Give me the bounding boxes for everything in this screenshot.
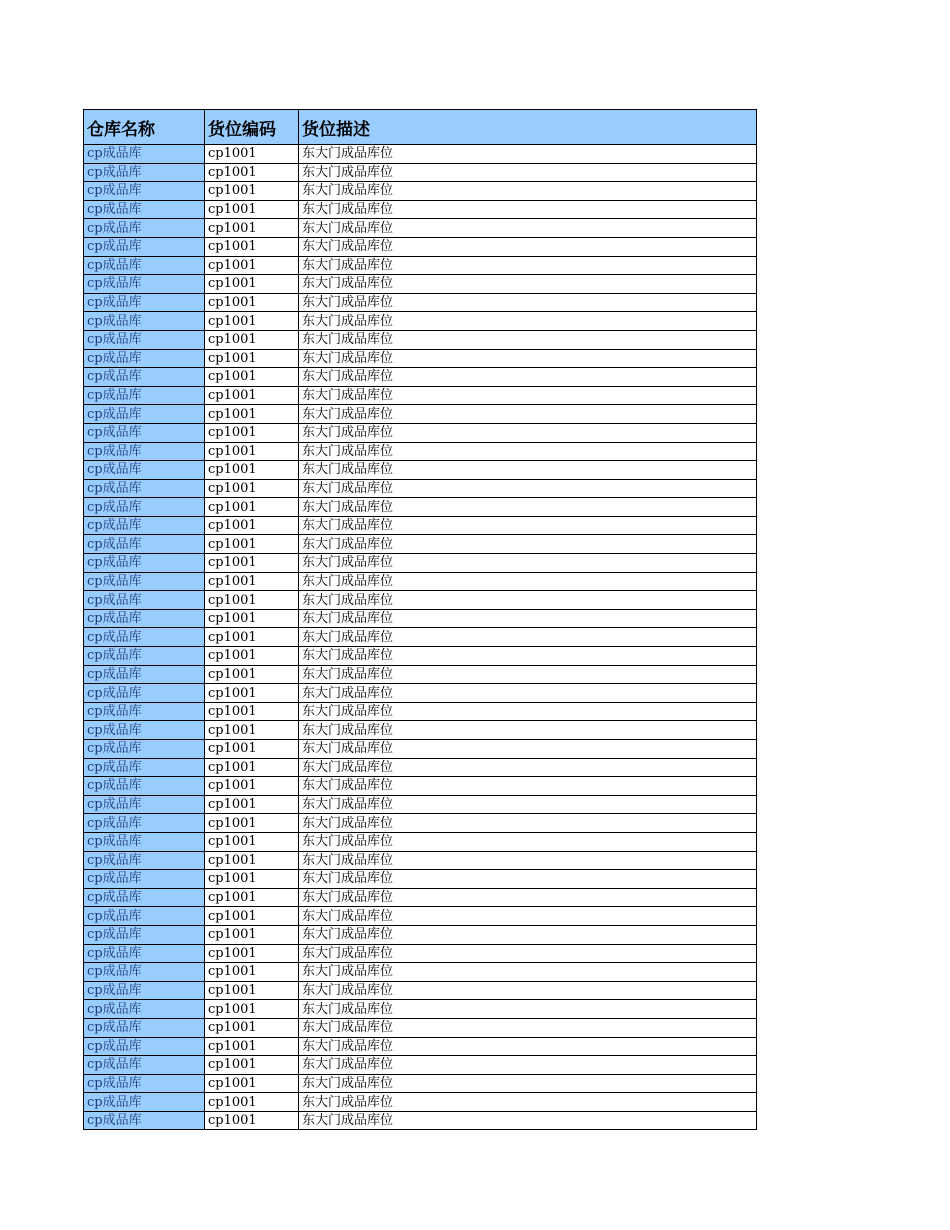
table-row bbox=[84, 1037, 757, 1056]
cell-location-description[interactable]: 东大门成品库位 bbox=[299, 628, 757, 647]
table-row bbox=[84, 870, 757, 889]
cell-warehouse-name[interactable]: cp成品库 bbox=[84, 832, 205, 851]
cell-warehouse-name[interactable]: cp成品库 bbox=[84, 461, 205, 480]
cell-warehouse-name[interactable]: cp成品库 bbox=[84, 1000, 205, 1019]
cell-location-description[interactable]: 东大门成品库位 bbox=[299, 907, 757, 926]
cell-warehouse-name[interactable]: cp成品库 bbox=[84, 479, 205, 498]
cell-location-description[interactable]: 东大门成品库位 bbox=[299, 665, 757, 684]
cell-location-code[interactable]: cp1001 bbox=[205, 665, 299, 684]
table-row bbox=[84, 145, 757, 164]
cell-location-code[interactable]: cp1001 bbox=[205, 572, 299, 591]
cell-location-description[interactable]: 东大门成品库位 bbox=[299, 740, 757, 759]
cell-location-code[interactable]: cp1001 bbox=[205, 442, 299, 461]
table-row bbox=[84, 182, 757, 201]
cell-warehouse-name[interactable]: cp成品库 bbox=[84, 925, 205, 944]
cell-location-code[interactable]: cp1001 bbox=[205, 758, 299, 777]
cell-location-code[interactable]: cp1001 bbox=[205, 702, 299, 721]
table-row bbox=[84, 442, 757, 461]
cell-location-code[interactable]: cp1001 bbox=[205, 1037, 299, 1056]
cell-warehouse-name[interactable]: cp成品库 bbox=[84, 572, 205, 591]
cell-location-code[interactable]: cp1001 bbox=[205, 721, 299, 740]
cell-warehouse-name[interactable]: cp成品库 bbox=[84, 721, 205, 740]
table-row bbox=[84, 609, 757, 628]
cell-warehouse-name[interactable]: cp成品库 bbox=[84, 1056, 205, 1075]
table-row bbox=[84, 572, 757, 591]
cell-location-description[interactable]: 东大门成品库位 bbox=[299, 163, 757, 182]
table-row bbox=[84, 851, 757, 870]
cell-location-code[interactable]: cp1001 bbox=[205, 1074, 299, 1093]
cell-warehouse-name[interactable]: cp成品库 bbox=[84, 293, 205, 312]
cell-location-description[interactable]: 东大门成品库位 bbox=[299, 572, 757, 591]
cell-location-description[interactable]: 东大门成品库位 bbox=[299, 293, 757, 312]
cell-warehouse-name[interactable]: cp成品库 bbox=[84, 1111, 205, 1130]
cell-location-description[interactable]: 东大门成品库位 bbox=[299, 1074, 757, 1093]
table-row bbox=[84, 1000, 757, 1019]
table-row bbox=[84, 516, 757, 535]
cell-location-code[interactable]: cp1001 bbox=[205, 907, 299, 926]
cell-location-code[interactable]: cp1001 bbox=[205, 981, 299, 1000]
cell-location-description[interactable]: 东大门成品库位 bbox=[299, 702, 757, 721]
cell-location-code[interactable]: cp1001 bbox=[205, 498, 299, 517]
cell-location-code[interactable]: cp1001 bbox=[205, 256, 299, 275]
cell-location-description[interactable]: 东大门成品库位 bbox=[299, 479, 757, 498]
cell-location-code[interactable]: cp1001 bbox=[205, 870, 299, 889]
cell-location-description[interactable]: 东大门成品库位 bbox=[299, 777, 757, 796]
cell-warehouse-name[interactable]: cp成品库 bbox=[84, 888, 205, 907]
table-row bbox=[84, 498, 757, 517]
cell-location-description[interactable]: 东大门成品库位 bbox=[299, 758, 757, 777]
table-row bbox=[84, 423, 757, 442]
cell-location-code[interactable]: cp1001 bbox=[205, 832, 299, 851]
cell-location-code[interactable]: cp1001 bbox=[205, 814, 299, 833]
table-row bbox=[84, 163, 757, 182]
cell-location-description[interactable]: 东大门成品库位 bbox=[299, 814, 757, 833]
table-row bbox=[84, 200, 757, 219]
table-row bbox=[84, 814, 757, 833]
cell-location-code[interactable]: cp1001 bbox=[205, 795, 299, 814]
table-row bbox=[84, 237, 757, 256]
table-row bbox=[84, 888, 757, 907]
cell-location-description[interactable]: 东大门成品库位 bbox=[299, 535, 757, 554]
table-row bbox=[84, 591, 757, 610]
cell-location-code[interactable]: cp1001 bbox=[205, 535, 299, 554]
cell-warehouse-name[interactable]: cp成品库 bbox=[84, 405, 205, 424]
cell-location-description[interactable]: 东大门成品库位 bbox=[299, 312, 757, 331]
cell-warehouse-name[interactable]: cp成品库 bbox=[84, 349, 205, 368]
table-row bbox=[84, 330, 757, 349]
cell-location-code[interactable]: cp1001 bbox=[205, 368, 299, 387]
cell-warehouse-name[interactable]: cp成品库 bbox=[84, 200, 205, 219]
cell-location-code[interactable]: cp1001 bbox=[205, 145, 299, 164]
cell-location-description[interactable]: 东大门成品库位 bbox=[299, 963, 757, 982]
cell-location-description[interactable]: 东大门成品库位 bbox=[299, 647, 757, 666]
cell-location-description[interactable]: 东大门成品库位 bbox=[299, 461, 757, 480]
table-row bbox=[84, 944, 757, 963]
cell-warehouse-name[interactable]: cp成品库 bbox=[84, 870, 205, 889]
cell-location-description[interactable]: 东大门成品库位 bbox=[299, 795, 757, 814]
cell-location-code[interactable]: cp1001 bbox=[205, 628, 299, 647]
cell-location-description[interactable]: 东大门成品库位 bbox=[299, 219, 757, 238]
table-row bbox=[84, 647, 757, 666]
cell-location-description[interactable]: 东大门成品库位 bbox=[299, 832, 757, 851]
cell-location-code[interactable]: cp1001 bbox=[205, 293, 299, 312]
cell-location-code[interactable]: cp1001 bbox=[205, 1111, 299, 1130]
cell-location-code[interactable]: cp1001 bbox=[205, 925, 299, 944]
cell-warehouse-name[interactable]: cp成品库 bbox=[84, 182, 205, 201]
cell-location-description[interactable]: 东大门成品库位 bbox=[299, 925, 757, 944]
cell-location-description[interactable]: 东大门成品库位 bbox=[299, 145, 757, 164]
header-row bbox=[84, 110, 757, 145]
cell-location-description[interactable]: 东大门成品库位 bbox=[299, 256, 757, 275]
cell-location-description[interactable]: 东大门成品库位 bbox=[299, 944, 757, 963]
table-row bbox=[84, 981, 757, 1000]
table-body bbox=[84, 145, 757, 1130]
cell-location-description[interactable]: 东大门成品库位 bbox=[299, 368, 757, 387]
cell-location-code[interactable]: cp1001 bbox=[205, 944, 299, 963]
cell-location-code[interactable]: cp1001 bbox=[205, 461, 299, 480]
cell-location-description[interactable]: 东大门成品库位 bbox=[299, 554, 757, 573]
table-row bbox=[84, 628, 757, 647]
cell-location-description[interactable]: 东大门成品库位 bbox=[299, 423, 757, 442]
table-row bbox=[84, 777, 757, 796]
cell-location-code[interactable]: cp1001 bbox=[205, 647, 299, 666]
cell-warehouse-name[interactable]: cp成品库 bbox=[84, 498, 205, 517]
table-row bbox=[84, 758, 757, 777]
table-row bbox=[84, 907, 757, 926]
table-row bbox=[84, 1074, 757, 1093]
cell-location-code[interactable]: cp1001 bbox=[205, 423, 299, 442]
table-row bbox=[84, 275, 757, 294]
cell-location-description[interactable]: 东大门成品库位 bbox=[299, 1037, 757, 1056]
table-row bbox=[84, 740, 757, 759]
cell-location-code[interactable]: cp1001 bbox=[205, 237, 299, 256]
table-row bbox=[84, 1018, 757, 1037]
header-location-description[interactable]: 货位描述 bbox=[299, 110, 757, 145]
table-row bbox=[84, 256, 757, 275]
cell-location-code[interactable]: cp1001 bbox=[205, 405, 299, 424]
cell-location-description[interactable]: 东大门成品库位 bbox=[299, 870, 757, 889]
cell-location-code[interactable]: cp1001 bbox=[205, 963, 299, 982]
cell-warehouse-name[interactable]: cp成品库 bbox=[84, 1093, 205, 1112]
cell-warehouse-name[interactable]: cp成品库 bbox=[84, 442, 205, 461]
cell-location-description[interactable]: 东大门成品库位 bbox=[299, 721, 757, 740]
cell-location-description[interactable]: 东大门成品库位 bbox=[299, 1093, 757, 1112]
cell-location-code[interactable]: cp1001 bbox=[205, 777, 299, 796]
cell-location-code[interactable]: cp1001 bbox=[205, 275, 299, 294]
cell-warehouse-name[interactable]: cp成品库 bbox=[84, 219, 205, 238]
warehouse-location-table bbox=[83, 109, 757, 1130]
header-location-code[interactable]: 货位编码 bbox=[205, 110, 299, 145]
cell-location-description[interactable]: 东大门成品库位 bbox=[299, 330, 757, 349]
cell-location-description[interactable]: 东大门成品库位 bbox=[299, 386, 757, 405]
cell-location-description[interactable]: 东大门成品库位 bbox=[299, 1000, 757, 1019]
cell-location-description[interactable]: 东大门成品库位 bbox=[299, 1056, 757, 1075]
cell-location-code[interactable]: cp1001 bbox=[205, 554, 299, 573]
cell-location-code[interactable]: cp1001 bbox=[205, 609, 299, 628]
cell-warehouse-name[interactable]: cp成品库 bbox=[84, 944, 205, 963]
cell-location-code[interactable]: cp1001 bbox=[205, 1000, 299, 1019]
cell-warehouse-name[interactable]: cp成品库 bbox=[84, 516, 205, 535]
cell-location-description[interactable]: 东大门成品库位 bbox=[299, 275, 757, 294]
table-row bbox=[84, 795, 757, 814]
table-row bbox=[84, 554, 757, 573]
cell-warehouse-name[interactable]: cp成品库 bbox=[84, 851, 205, 870]
table-row bbox=[84, 832, 757, 851]
cell-location-code[interactable]: cp1001 bbox=[205, 851, 299, 870]
table-row bbox=[84, 479, 757, 498]
cell-warehouse-name[interactable]: cp成品库 bbox=[84, 628, 205, 647]
cell-location-description[interactable]: 东大门成品库位 bbox=[299, 591, 757, 610]
cell-warehouse-name[interactable]: cp成品库 bbox=[84, 981, 205, 1000]
cell-location-description[interactable]: 东大门成品库位 bbox=[299, 182, 757, 201]
cell-warehouse-name[interactable]: cp成品库 bbox=[84, 647, 205, 666]
cell-warehouse-name[interactable]: cp成品库 bbox=[84, 1018, 205, 1037]
cell-warehouse-name[interactable]: cp成品库 bbox=[84, 740, 205, 759]
cell-location-description[interactable]: 东大门成品库位 bbox=[299, 684, 757, 703]
cell-location-code[interactable]: cp1001 bbox=[205, 1056, 299, 1075]
cell-warehouse-name[interactable]: cp成品库 bbox=[84, 312, 205, 331]
cell-warehouse-name[interactable]: cp成品库 bbox=[84, 665, 205, 684]
cell-location-code[interactable]: cp1001 bbox=[205, 330, 299, 349]
table-row bbox=[84, 368, 757, 387]
cell-warehouse-name[interactable]: cp成品库 bbox=[84, 795, 205, 814]
table-row bbox=[84, 461, 757, 480]
cell-warehouse-name[interactable]: cp成品库 bbox=[84, 256, 205, 275]
cell-warehouse-name[interactable]: cp成品库 bbox=[84, 777, 205, 796]
cell-warehouse-name[interactable]: cp成品库 bbox=[84, 535, 205, 554]
cell-warehouse-name[interactable]: cp成品库 bbox=[84, 1074, 205, 1093]
cell-location-code[interactable]: cp1001 bbox=[205, 684, 299, 703]
table-row bbox=[84, 293, 757, 312]
cell-warehouse-name[interactable]: cp成品库 bbox=[84, 145, 205, 164]
cell-warehouse-name[interactable]: cp成品库 bbox=[84, 609, 205, 628]
cell-warehouse-name[interactable]: cp成品库 bbox=[84, 423, 205, 442]
cell-location-code[interactable]: cp1001 bbox=[205, 386, 299, 405]
table-row bbox=[84, 684, 757, 703]
cell-warehouse-name[interactable]: cp成品库 bbox=[84, 963, 205, 982]
table-row bbox=[84, 925, 757, 944]
cell-location-description[interactable]: 东大门成品库位 bbox=[299, 981, 757, 1000]
cell-warehouse-name[interactable]: cp成品库 bbox=[84, 591, 205, 610]
cell-location-code[interactable]: cp1001 bbox=[205, 888, 299, 907]
cell-location-description[interactable]: 东大门成品库位 bbox=[299, 609, 757, 628]
cell-location-description[interactable]: 东大门成品库位 bbox=[299, 405, 757, 424]
table-row bbox=[84, 405, 757, 424]
cell-warehouse-name[interactable]: cp成品库 bbox=[84, 275, 205, 294]
table-row bbox=[84, 219, 757, 238]
cell-location-code[interactable]: cp1001 bbox=[205, 182, 299, 201]
table-row bbox=[84, 1111, 757, 1130]
cell-location-code[interactable]: cp1001 bbox=[205, 163, 299, 182]
table-row bbox=[84, 312, 757, 331]
table-row bbox=[84, 1056, 757, 1075]
table-row bbox=[84, 535, 757, 554]
table-row bbox=[84, 349, 757, 368]
cell-location-description[interactable]: 东大门成品库位 bbox=[299, 200, 757, 219]
cell-location-code[interactable]: cp1001 bbox=[205, 479, 299, 498]
cell-location-code[interactable]: cp1001 bbox=[205, 219, 299, 238]
cell-warehouse-name[interactable]: cp成品库 bbox=[84, 237, 205, 256]
table-row bbox=[84, 665, 757, 684]
cell-location-description[interactable]: 东大门成品库位 bbox=[299, 442, 757, 461]
cell-warehouse-name[interactable]: cp成品库 bbox=[84, 702, 205, 721]
cell-location-description[interactable]: 东大门成品库位 bbox=[299, 888, 757, 907]
cell-location-description[interactable]: 东大门成品库位 bbox=[299, 1018, 757, 1037]
table-header bbox=[84, 110, 757, 145]
table-row bbox=[84, 721, 757, 740]
cell-warehouse-name[interactable]: cp成品库 bbox=[84, 368, 205, 387]
header-warehouse-name[interactable]: 仓库名称 bbox=[84, 110, 205, 145]
cell-warehouse-name[interactable]: cp成品库 bbox=[84, 163, 205, 182]
cell-warehouse-name[interactable]: cp成品库 bbox=[84, 1037, 205, 1056]
cell-location-code[interactable]: cp1001 bbox=[205, 516, 299, 535]
cell-location-code[interactable]: cp1001 bbox=[205, 312, 299, 331]
cell-warehouse-name[interactable]: cp成品库 bbox=[84, 330, 205, 349]
cell-warehouse-name[interactable]: cp成品库 bbox=[84, 758, 205, 777]
cell-location-code[interactable]: cp1001 bbox=[205, 1018, 299, 1037]
table-row bbox=[84, 1093, 757, 1112]
cell-location-code[interactable]: cp1001 bbox=[205, 200, 299, 219]
cell-warehouse-name[interactable]: cp成品库 bbox=[84, 684, 205, 703]
cell-location-description[interactable]: 东大门成品库位 bbox=[299, 516, 757, 535]
cell-location-description[interactable]: 东大门成品库位 bbox=[299, 349, 757, 368]
cell-warehouse-name[interactable]: cp成品库 bbox=[84, 907, 205, 926]
cell-location-description[interactable]: 东大门成品库位 bbox=[299, 851, 757, 870]
cell-warehouse-name[interactable]: cp成品库 bbox=[84, 814, 205, 833]
cell-location-description[interactable]: 东大门成品库位 bbox=[299, 498, 757, 517]
cell-location-code[interactable]: cp1001 bbox=[205, 740, 299, 759]
table-row bbox=[84, 963, 757, 982]
table-row bbox=[84, 702, 757, 721]
cell-location-code[interactable]: cp1001 bbox=[205, 1093, 299, 1112]
cell-location-code[interactable]: cp1001 bbox=[205, 591, 299, 610]
cell-warehouse-name[interactable]: cp成品库 bbox=[84, 386, 205, 405]
cell-location-description[interactable]: 东大门成品库位 bbox=[299, 1111, 757, 1130]
cell-location-description[interactable]: 东大门成品库位 bbox=[299, 237, 757, 256]
cell-warehouse-name[interactable]: cp成品库 bbox=[84, 554, 205, 573]
table-row bbox=[84, 386, 757, 405]
cell-location-code[interactable]: cp1001 bbox=[205, 349, 299, 368]
